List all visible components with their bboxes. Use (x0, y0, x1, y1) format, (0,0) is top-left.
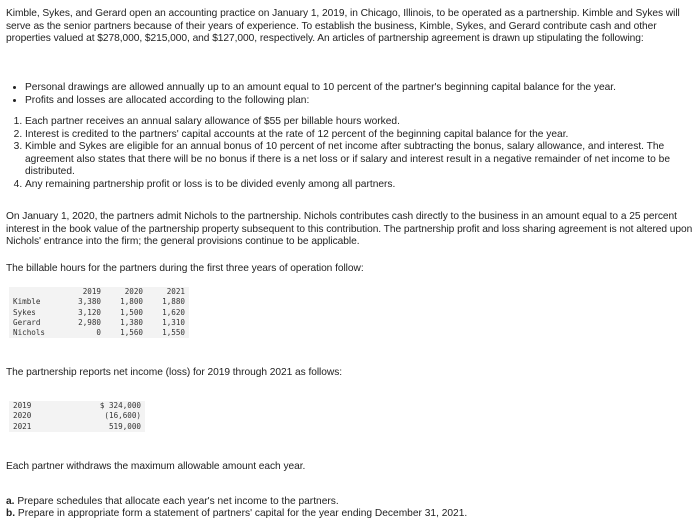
income-value: (16,600) (104, 411, 141, 421)
hours-cell: 2,980 (78, 317, 101, 327)
question-text: Prepare in appropriate form a statement of partners' capital for the year ending December 31, 2021. (17, 508, 468, 519)
bullet-profit-plan: • Profits and losses are allocated according to the following plan: (25, 95, 690, 108)
hours-cell: 1,880 (162, 297, 185, 307)
hours-cell: 1,800 (120, 297, 143, 307)
partner-name: Nichols (13, 328, 46, 338)
plan-item-salary: 1. Each partner receives an annual salary allowance of $55 per billable hours worked. (25, 116, 673, 129)
table-row (9, 411, 145, 421)
billable-hours-table (9, 287, 189, 338)
hours-cell: 1,550 (162, 328, 185, 338)
agreement-bullets (10, 82, 690, 107)
bullet-drawings: • Personal drawings are allowed annually up to an amount equal to 10 percent of the partner's beginning capital balance for the year. (25, 82, 690, 95)
hours-header-row (9, 287, 189, 297)
income-year: 2020 (13, 411, 32, 421)
partner-name: Sykes (13, 307, 36, 317)
hours-cell: 1,380 (120, 317, 143, 327)
table-row (9, 308, 189, 318)
withdraw-note: Each partner withdraws the maximum allowable amount each year. (6, 461, 306, 472)
hours-cell: 1,500 (120, 307, 143, 317)
hours-cell: 0 (96, 328, 101, 338)
income-year: 2021 (13, 421, 32, 431)
table-row (9, 318, 189, 328)
income-intro: The partnership reports net income (loss) for 2019 through 2021 as follows: (6, 367, 343, 378)
hours-cell: 1,310 (162, 317, 185, 327)
table-row (9, 297, 189, 307)
intro-paragraph: Kimble, Sykes, and Gerard open an accounting practice on January 1, 2019, in Chicago, Illinois, to be operated as a partnership. Kimble and Sykes will serve as the senior partners because of their years of experience. To establish the business, Kimble, Sykes, and Gerard contribute cash and other properties valued at $278,000, $215,000, and $127,000, respectively. An articles of partnership agreement is drawn up stipulating the following: (6, 8, 680, 45)
plan-item-interest: 2. Interest is credited to the partners' capital accounts at the rate of 12 percent of the beginning capital balance for the year. (25, 129, 673, 142)
table-row (9, 422, 145, 432)
hours-intro: The billable hours for the partners during the first three years of operation follow: (6, 263, 364, 274)
hours-cell: 1,620 (162, 307, 185, 317)
question-letter: b. (6, 508, 16, 519)
hours-cell: 3,380 (78, 297, 101, 307)
hours-cell: 1,560 (120, 328, 143, 338)
question-a (6, 496, 339, 509)
year-header: 2019 (82, 287, 101, 296)
question-b (6, 508, 467, 521)
question-text: Prepare schedules that allocate each year's net income to the partners. (17, 496, 339, 507)
partner-name: Gerard (13, 317, 41, 327)
question-letter: a. (6, 496, 15, 507)
income-value: $ 324,000 (99, 401, 141, 410)
plan-item-remainder: 4. Any remaining partnership profit or loss is to be divided evenly among all partners. (25, 179, 673, 192)
income-value: 519,000 (108, 421, 141, 431)
income-year: 2019 (13, 401, 32, 410)
plan-item-bonus: 3. Kimble and Sykes are eligible for an annual bonus of 10 percent of net income after subtracting the bonus, salary allowance, and interest. The agreement also states that there will be no bonus if there is a net loss or if salary and interest result in a negative remainder of net income to be distributed. (25, 141, 673, 179)
partner-name: Kimble (13, 297, 41, 307)
nichols-paragraph: On January 1, 2020, the partners admit Nichols to the partnership. Nichols contributes cash directly to the business in an amount equal to a 25 percent interest in the book value of the partnership property subsequent to this contribution. The partnership profit and loss sharing agreement is not altered upon Nichols' entrance into the firm; the general provisions continue to be applicable. (6, 211, 693, 248)
profit-plan-list (12, 116, 673, 192)
net-income-table (9, 401, 145, 432)
table-row (9, 328, 189, 338)
year-header: 2020 (124, 287, 143, 296)
hours-cell: 3,120 (78, 307, 101, 317)
year-header: 2021 (166, 287, 185, 296)
table-row (9, 401, 145, 411)
